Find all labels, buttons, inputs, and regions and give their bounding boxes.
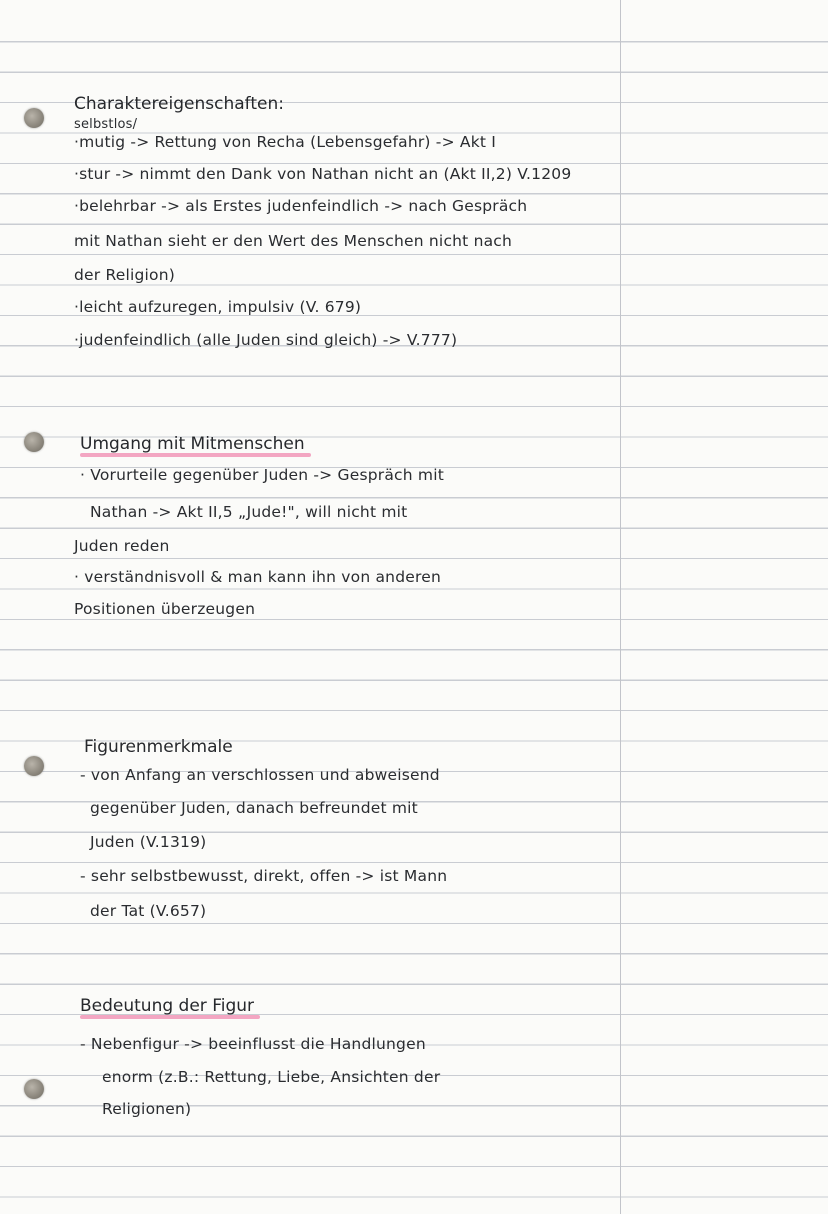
punch-hole bbox=[24, 108, 44, 128]
note-line: - Nebenfigur -> beeinflusst die Handlungen bbox=[80, 1035, 426, 1053]
note-line: gegenüber Juden, danach befreundet mit bbox=[90, 799, 418, 817]
note-line: ·leicht aufzuregen, impulsiv (V. 679) bbox=[74, 298, 362, 316]
note-line: Positionen überzeugen bbox=[74, 600, 256, 618]
note-line: der Tat (V.657) bbox=[90, 902, 207, 920]
section-heading-bedeutung bbox=[80, 996, 254, 1016]
section-heading-figurenmerkmale bbox=[84, 737, 233, 757]
note-line: Religionen) bbox=[102, 1100, 192, 1118]
note-line: ·stur -> nimmt den Dank von Nathan nicht an (Akt II,2) V.1209 bbox=[74, 165, 572, 183]
section-heading-umgang bbox=[80, 434, 305, 454]
punch-hole bbox=[24, 756, 44, 776]
heading-text: Umgang mit Mitmenschen bbox=[80, 434, 305, 454]
note-line: ·belehrbar -> als Erstes judenfeindlich -> nach Gespräch bbox=[74, 197, 528, 215]
heading-text: Bedeutung der Figur bbox=[80, 996, 255, 1016]
note-line: · Vorurteile gegenüber Juden -> Gespräch mit bbox=[80, 466, 444, 484]
note-line: enorm (z.B.: Rettung, Liebe, Ansichten der bbox=[102, 1068, 441, 1086]
heading-text: Charaktereigenschaften: bbox=[74, 94, 284, 114]
note-line: - von Anfang an verschlossen und abweisend bbox=[80, 766, 440, 784]
note-line: Juden reden bbox=[74, 537, 170, 555]
note-line: - sehr selbstbewusst, direkt, offen -> ist Mann bbox=[80, 867, 448, 885]
note-line: · verständnisvoll & man kann ihn von anderen bbox=[74, 568, 441, 586]
heading-text: Figurenmerkmale bbox=[84, 737, 233, 757]
note-line: mit Nathan sieht er den Wert des Menschen nicht nach bbox=[74, 232, 513, 250]
margin-line bbox=[620, 0, 621, 1214]
punch-hole bbox=[24, 1079, 44, 1099]
note-line: der Religion) bbox=[74, 266, 175, 284]
punch-hole bbox=[24, 432, 44, 452]
note-line: Juden (V.1319) bbox=[90, 833, 207, 851]
note-line: Nathan -> Akt II,5 „Jude!", will nicht mit bbox=[90, 503, 408, 521]
note-line: ·judenfeindlich (alle Juden sind gleich) -> V.777) bbox=[74, 331, 458, 349]
note-line: ·mutig -> Rettung von Recha (Lebensgefahr) -> Akt I bbox=[74, 133, 497, 151]
section-heading-charaktereigenschaften bbox=[74, 94, 284, 114]
note-line: selbstlos/ bbox=[74, 117, 138, 132]
